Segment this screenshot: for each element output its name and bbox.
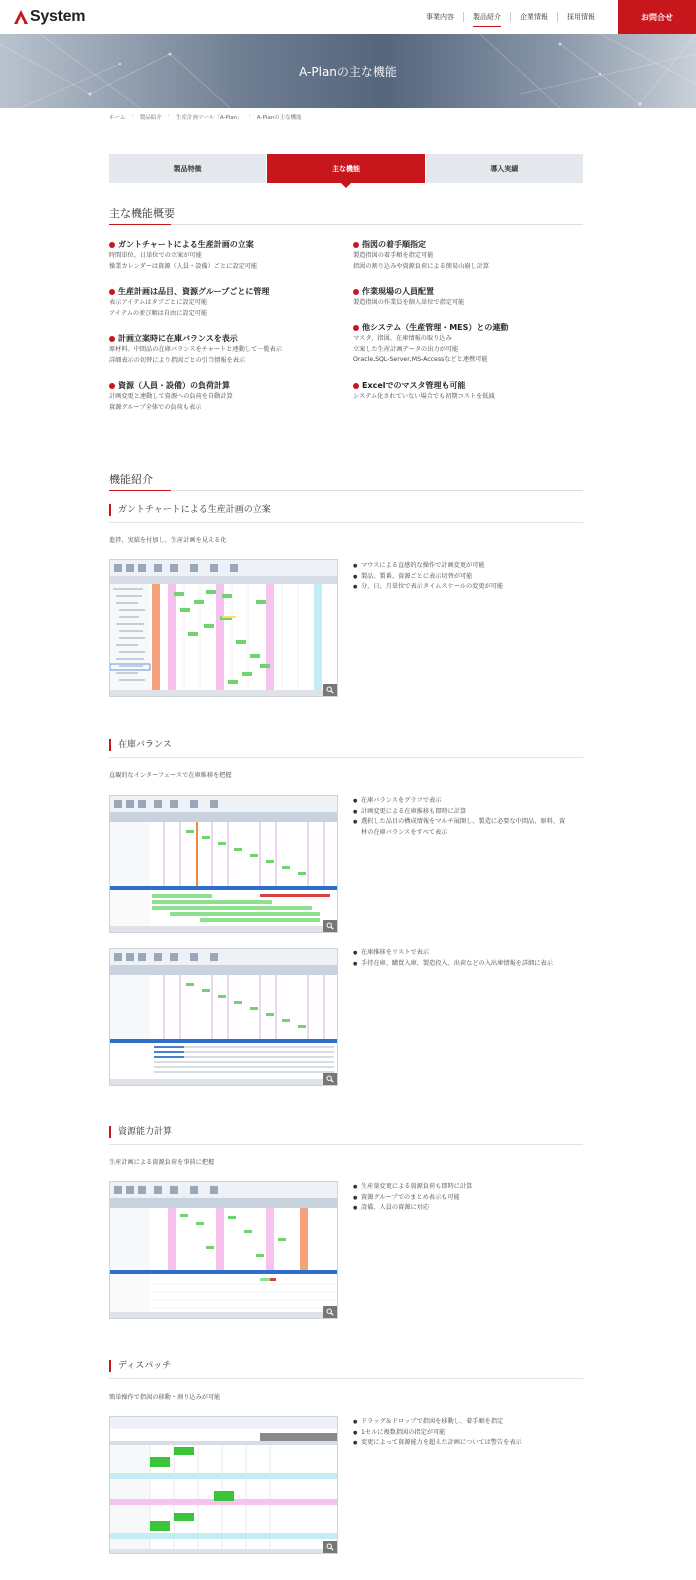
feature-heading: 他システム（生産管理・MES）との連動 [362, 323, 509, 332]
screenshot-inventory-graph[interactable] [109, 795, 338, 933]
bullet-item: ● マウスによる直感的な操作で計画変更が可能 [353, 561, 583, 572]
feature-line: 製造指図の作業員を個人単位で指定可能 [353, 299, 465, 306]
bullet-dot-icon [353, 325, 359, 331]
nav-business[interactable]: 事業内容 [426, 13, 454, 21]
feature-line: 操業カレンダーは資源（人員・設備）ごとに設定可能 [109, 262, 258, 270]
screenshot-inventory-list[interactable] [109, 948, 338, 1086]
feature-item [353, 322, 593, 366]
bullet-item: ● 手持在庫、購買入庫、製造投入、出荷などの入出庫情報を詳細に表示 [353, 959, 583, 970]
main-nav [417, 12, 604, 22]
nav-products[interactable]: 製品紹介 [463, 12, 510, 22]
feature-heading: 指図の着手順指定 [362, 240, 426, 249]
feature-heading: 作業現場の人員配置 [362, 287, 434, 296]
bullet-item: ● 生産量変更による資源負荷も即時に計算 [353, 1182, 583, 1193]
zoom-icon[interactable] [323, 684, 337, 696]
section-gantt-title: ガントチャートによる生産計画の立案 [109, 504, 271, 516]
logo-a-icon [13, 9, 29, 25]
feature-line: 時間単位、日単位での立案が可能 [109, 252, 202, 259]
section-dispatch-title: ディスパッチ [109, 1360, 171, 1372]
feature-line: 立案した生産計画データの出力が可能 [353, 345, 459, 353]
breadcrumb-current: A-Planの主な機能 [256, 115, 302, 121]
feature-line: マスタ、指図、在庫情報の取り込み [353, 335, 452, 342]
section-divider [109, 1144, 583, 1145]
gantt-bullets [353, 561, 583, 593]
feature-line: 指図の割り込みや資源負荷による簡易山崩し計算 [353, 262, 490, 270]
overview-divider [109, 224, 583, 225]
feature-line: Oracle,SQL-Server,MS-Accessなどと連携可能 [353, 356, 488, 363]
feature-item [353, 380, 593, 403]
bullet-item: ● 変更によって資源能力を超えた計画については警告を表示 [353, 1438, 583, 1449]
tab-case-studies[interactable]: 導入実績 [426, 154, 583, 183]
capacity-bullets [353, 1182, 583, 1214]
site-header [0, 0, 696, 34]
hero-banner [0, 34, 696, 108]
bullet-dot-icon [353, 383, 359, 389]
bullet-item: ● 1セルに複数指図の指定が可能 [353, 1428, 583, 1439]
bullet-item: ● 在庫バランスをグラフで表示 [353, 796, 583, 807]
contact-button[interactable]: お問合せ [618, 0, 696, 34]
zoom-icon[interactable] [323, 1541, 337, 1553]
feature-line: 原材料、中間品の在庫バランスをチャートと連動して一覧表示 [109, 346, 282, 353]
overview-title: 主な機能概要 [109, 207, 175, 220]
feature-line: システム化されていない場合でも初期コストを低減 [353, 393, 495, 400]
feature-item [109, 286, 349, 319]
feature-line: 表示アイテムはタブごとに設定可能 [109, 299, 208, 306]
section-inventory-title: 在庫バランス [109, 739, 172, 751]
intro-title: 機能紹介 [109, 473, 153, 486]
screenshot-capacity[interactable] [109, 1181, 338, 1319]
breadcrumb-aplan[interactable]: 生産計画ツール「A-Plan」 [175, 115, 243, 121]
feature-line: 計画変更と連動して資源への負荷を自動計算 [109, 393, 233, 400]
dispatch-bullets [353, 1417, 583, 1449]
bullet-dot-icon [109, 289, 115, 295]
bullet-dot-icon [109, 336, 115, 342]
bullet-dot-icon [109, 383, 115, 389]
section-desc: 進捗、実績を付加し、生産計画を見える化 [109, 537, 227, 544]
feature-heading: 計画立案時に在庫バランスを表示 [118, 334, 238, 343]
zoom-icon[interactable] [323, 1306, 337, 1318]
screenshot-dispatch[interactable] [109, 1416, 338, 1554]
section-desc: 簡単操作で指図の移動・割り込みが可能 [109, 1394, 221, 1401]
feature-item [109, 333, 349, 366]
feature-item [109, 239, 349, 272]
section-desc: 直観的なインターフェースで在庫推移を把握 [109, 772, 232, 779]
section-desc: 生産計画による資源負荷を事前に把握 [109, 1159, 215, 1166]
feature-line: 製造指図の着手順を指定可能 [353, 252, 434, 259]
bullet-item: ● 在庫推移をリストで表示 [353, 948, 583, 959]
breadcrumb-sep: › [248, 113, 251, 119]
feature-heading: ガントチャートによる生産計画の立案 [118, 240, 254, 249]
inventory-graph-screenshot-image [110, 796, 338, 933]
bullet-item: ● 計画変更による在庫推移も即時に計算 [353, 807, 583, 818]
nav-recruit[interactable]: 採用情報 [557, 12, 604, 22]
bullet-dot-icon [109, 242, 115, 248]
tab-main-functions[interactable]: 主な機能 [267, 154, 425, 183]
logo-text: System [30, 8, 86, 25]
bullet-dot-icon [353, 242, 359, 248]
logo[interactable] [13, 8, 85, 26]
feature-heading: Excelでのマスタ管理も可能 [362, 381, 466, 390]
capacity-screenshot-image [110, 1182, 338, 1319]
bullet-item: ● 資源グループでのまとめ表示も可能 [353, 1193, 583, 1204]
bullet-item: ● 設備、人員の資源に対応 [353, 1203, 583, 1214]
section-divider [109, 1378, 583, 1379]
page-title: A-Planの主な機能 [299, 65, 397, 79]
feature-line: アイテムの並び順は自由に設定可能 [109, 309, 208, 317]
breadcrumb-sep: › [167, 113, 170, 119]
zoom-icon[interactable] [323, 1073, 337, 1085]
breadcrumb-products[interactable]: 製品紹介 [139, 115, 162, 121]
dispatch-screenshot-image [110, 1417, 338, 1554]
feature-item [353, 286, 593, 309]
nav-company[interactable]: 企業情報 [510, 12, 557, 22]
inventory-bullets [353, 796, 583, 838]
breadcrumb-home[interactable]: ホーム [109, 115, 126, 121]
bullet-item: ● 選択した品目の構成情報をマルチ展開し、製造に必要な中間品、原料、資 [353, 817, 583, 828]
feature-item [353, 239, 593, 272]
feature-line: 資源グループ全体での負荷も表示 [109, 403, 202, 411]
bullet-item: ● 製品、製番、資源ごとに表示切替が可能 [353, 572, 583, 583]
feature-heading: 資源（人員・設備）の負荷計算 [118, 381, 230, 390]
zoom-icon[interactable] [323, 920, 337, 932]
inventory-list-screenshot-image [110, 949, 338, 1086]
bullet-item: ● 分、日、月単位で表示タイムスケールの変更が可能 [353, 582, 583, 593]
product-tabs [109, 154, 583, 183]
bullet-dot-icon [353, 289, 359, 295]
feature-line: 詳細表示の切替により指図ごとの引当情報を表示 [109, 356, 246, 364]
feature-item [109, 380, 349, 413]
breadcrumb [109, 113, 302, 121]
feature-heading: 生産計画は品目、資源グループごとに管理 [118, 287, 270, 296]
section-divider [109, 757, 583, 758]
tab-features[interactable]: 製品特徴 [109, 154, 267, 183]
breadcrumb-sep: › [131, 113, 134, 119]
gantt-screenshot-image [110, 560, 338, 697]
bullet-continuation: 材の在庫バランスをすべて表示 [361, 828, 448, 836]
intro-divider [109, 490, 583, 491]
inventory-list-bullets [353, 948, 583, 969]
screenshot-gantt[interactable] [109, 559, 338, 697]
bullet-item: ● ドラッグ＆ドロップで指図を移動し、着手順を指定 [353, 1417, 583, 1428]
section-divider [109, 522, 583, 523]
section-capacity-title: 資源能力計算 [109, 1126, 172, 1138]
